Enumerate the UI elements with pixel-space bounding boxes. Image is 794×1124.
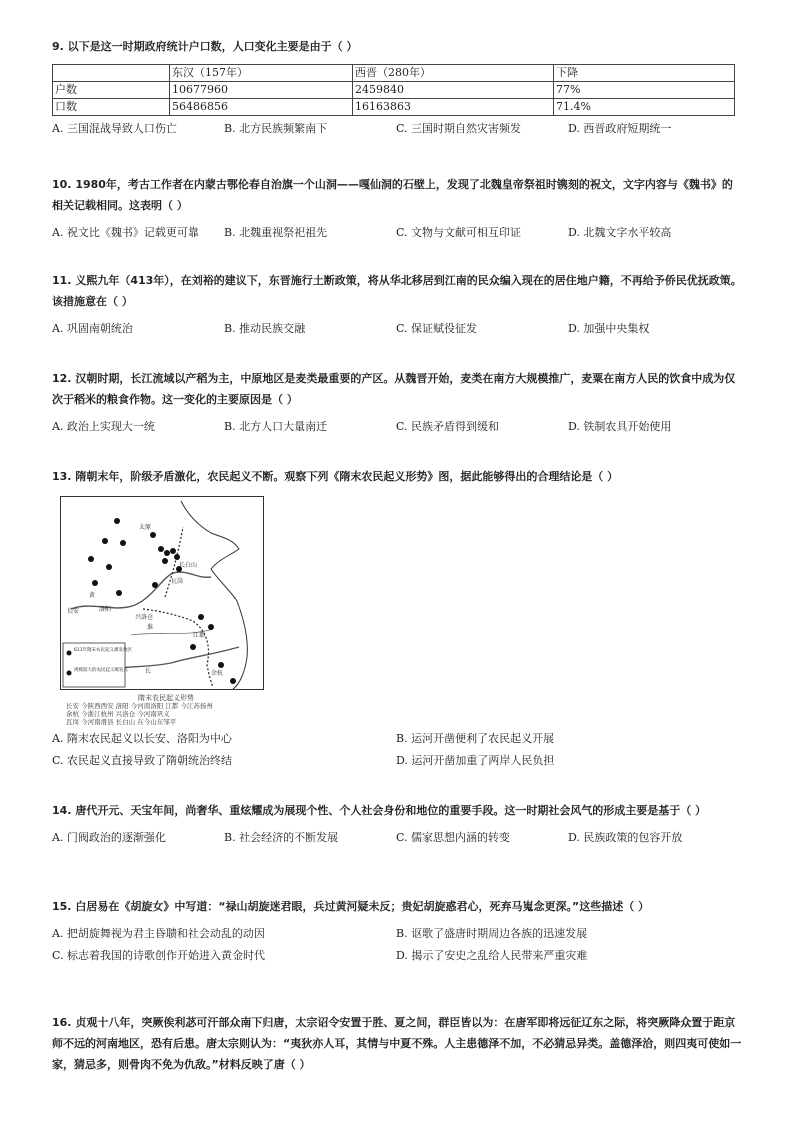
map-label: 兴洛仓: [135, 614, 154, 621]
option-d[interactable]: D. 铁制农具开始使用: [568, 420, 672, 433]
option-d[interactable]: D. 加强中央集权: [568, 322, 650, 335]
option-d[interactable]: D. 北魏文字水平较高: [568, 226, 672, 239]
question-15: [52, 896, 742, 966]
option-c[interactable]: C. 三国时期自然灾害频发: [396, 122, 522, 135]
question-9-options: [52, 118, 742, 139]
population-table: [52, 64, 735, 116]
option-b[interactable]: B. 北魏重视祭祀祖先: [224, 226, 328, 239]
option-d[interactable]: D. 揭示了安史之乱给人民带来严重灾难: [396, 949, 588, 962]
option-a[interactable]: A. 祝文比《魏书》记载更可靠: [52, 226, 199, 239]
option-b[interactable]: B. 北方民族频繁南下: [224, 122, 328, 135]
table-header-cell: 东汉（157年）: [170, 65, 353, 82]
option-c[interactable]: C. 农民起义直接导致了隋朝统治终结: [52, 754, 233, 767]
question-15-stem: 15. 白居易在《胡旋女》中写道：“禄山胡旋迷君眼，兵过黄河疑未反；贵妃胡旋惑君心，死弃马嵬念更深。”这些描述（ ）: [52, 900, 650, 913]
question-13-stem: 13. 隋朝末年，阶级矛盾激化，农民起义不断。观察下列《隋末农民起义形势》图，据此能够得出的合理结论是（ ）: [52, 470, 619, 483]
map-label: 长: [145, 668, 152, 675]
option-a[interactable]: A. 把胡旋舞视为君主昏聩和社会动乱的动因: [52, 927, 265, 940]
question-13: [52, 466, 742, 487]
legend-label: 规模较大的农民起义爆发点: [74, 668, 128, 673]
question-16: [52, 1012, 742, 1075]
option-b[interactable]: B. 推动民族交融: [224, 322, 306, 335]
question-12-stem: 12. 汉朝时期，长江流域以产稻为主，中原地区是麦类最重要的产区。从魏晋开始，麦类在南方大规模推广，麦粟在南方人民的饮食中成为仅次于稻米的粮食作物。这一变化的主要原因是（ ）: [52, 372, 736, 406]
question-10: [52, 174, 742, 243]
table-cell: 2459840: [353, 82, 554, 99]
option-b[interactable]: B. 讴歌了盛唐时期周边各族的迅速发展: [396, 927, 588, 940]
table-cell: 16163863: [353, 99, 554, 116]
option-b[interactable]: B. 社会经济的不断发展: [224, 831, 339, 844]
option-b[interactable]: B. 运河开凿便利了农民起义开展: [396, 732, 555, 745]
question-13-options: [52, 728, 742, 771]
table-row: [53, 99, 735, 116]
map-label: 长安: [67, 608, 80, 615]
question-10-stem: 10. 1980年，考古工作者在内蒙古鄂伦春自治旗一个山洞——嘎仙洞的石壁上，发现了北魏皇帝祭祖时镌刻的祝文，文字内容与《魏书》的相关记载相同。这表明（ ）: [52, 178, 733, 212]
option-a[interactable]: A. 政治上实现大一统: [52, 420, 155, 433]
table-cell: 71.4%: [554, 99, 735, 116]
map-caption-line: 长安 今陕西西安 洛阳 今河南洛阳 江都 今江苏扬州: [66, 702, 213, 710]
map-label: 瓦岗: [171, 578, 184, 585]
table-cell: 户数: [53, 82, 170, 99]
table-cell: 77%: [554, 82, 735, 99]
option-c[interactable]: C. 标志着我国的诗歌创作开始进入黄金时代: [52, 949, 266, 962]
map-label: 淮: [147, 624, 154, 631]
option-b[interactable]: B. 北方人口大量南迁: [224, 420, 328, 433]
table-header-cell: 下降: [554, 65, 735, 82]
question-14-stem: 14. 唐代开元、天宝年间，尚奢华、重炫耀成为展现个性、个人社会身份和地位的重要手段。这一时期社会风气的形成主要是基于（ ）: [52, 804, 707, 817]
map-caption-title: 隋末农民起义形势: [138, 694, 194, 702]
legend-label: 611年隋末农民起义爆发地区: [74, 648, 133, 653]
map-label: 洛阳: [99, 606, 112, 613]
option-d[interactable]: D. 运河开凿加重了两岸人民负担: [396, 754, 555, 767]
table-cell: 56486856: [170, 99, 353, 116]
option-c[interactable]: C. 儒家思想内涵的转变: [396, 831, 511, 844]
map-caption-line: 瓦岗 今河南滑县 长白山 在今山东邹平: [66, 718, 177, 726]
table-cell: 10677960: [170, 82, 353, 99]
map-graphic: [61, 497, 263, 689]
table-header-row: [53, 65, 735, 82]
question-11: [52, 270, 742, 339]
map-label: 江都: [193, 632, 206, 639]
option-a[interactable]: A. 三国混战导致人口伤亡: [52, 122, 177, 135]
option-d[interactable]: D. 西晋政府短期统一: [568, 122, 672, 135]
question-14: [52, 800, 742, 848]
option-c[interactable]: C. 民族矛盾得到缓和: [396, 420, 500, 433]
table-header-cell: [53, 65, 170, 82]
table-row: [53, 82, 735, 99]
question-9: [52, 36, 742, 57]
map-label: 太原: [139, 524, 152, 531]
table-header-cell: 西晋（280年）: [353, 65, 554, 82]
option-a[interactable]: A. 巩固南朝统治: [52, 322, 133, 335]
question-9-stem: 9. 以下是这一时期政府统计户口数，人口变化主要是由于（ ）: [52, 40, 358, 53]
option-c[interactable]: C. 保证赋役征发: [396, 322, 478, 335]
option-a[interactable]: A. 隋末农民起义以长安、洛阳为中心: [52, 732, 232, 745]
map-caption: [66, 694, 266, 726]
table-cell: 口数: [53, 99, 170, 116]
sui-uprising-map: [60, 496, 264, 690]
option-c[interactable]: C. 文物与文献可相互印证: [396, 226, 522, 239]
question-16-stem: 16. 贞观十八年，突厥俟利苾可汗部众南下归唐，太宗诏令安置于胜、夏之间，群臣皆以为：在唐军即将远征辽东之际，将突厥降众置于距京师不远的河南地区，恐有后患。唐太宗则认为：“夷狄亦人耳，其情与中夏不殊。人主患德泽不加，不必猜忌异类。盖德泽洽，则四夷可使如一家，猜忌多，则骨肉不免为仇敌。”材料反映了唐（ ）: [52, 1016, 742, 1071]
option-d[interactable]: D. 民族政策的包容开放: [568, 831, 683, 844]
question-12: [52, 368, 742, 437]
map-label: 余杭: [211, 670, 224, 677]
map-label: 长白山: [179, 562, 198, 569]
option-a[interactable]: A. 门阀政治的逐渐强化: [52, 831, 166, 844]
question-11-stem: 11. 义熙九年（413年），在刘裕的建议下，东晋施行土断政策，将从华北移居到江南的民众编入现在的居住地户籍，不再给予侨民优抚政策。该措施意在（ ）: [52, 274, 742, 308]
map-label: 黄: [89, 592, 96, 599]
map-caption-line: 余杭 今浙江杭州 兴洛仓 今河南巩义: [66, 710, 170, 718]
